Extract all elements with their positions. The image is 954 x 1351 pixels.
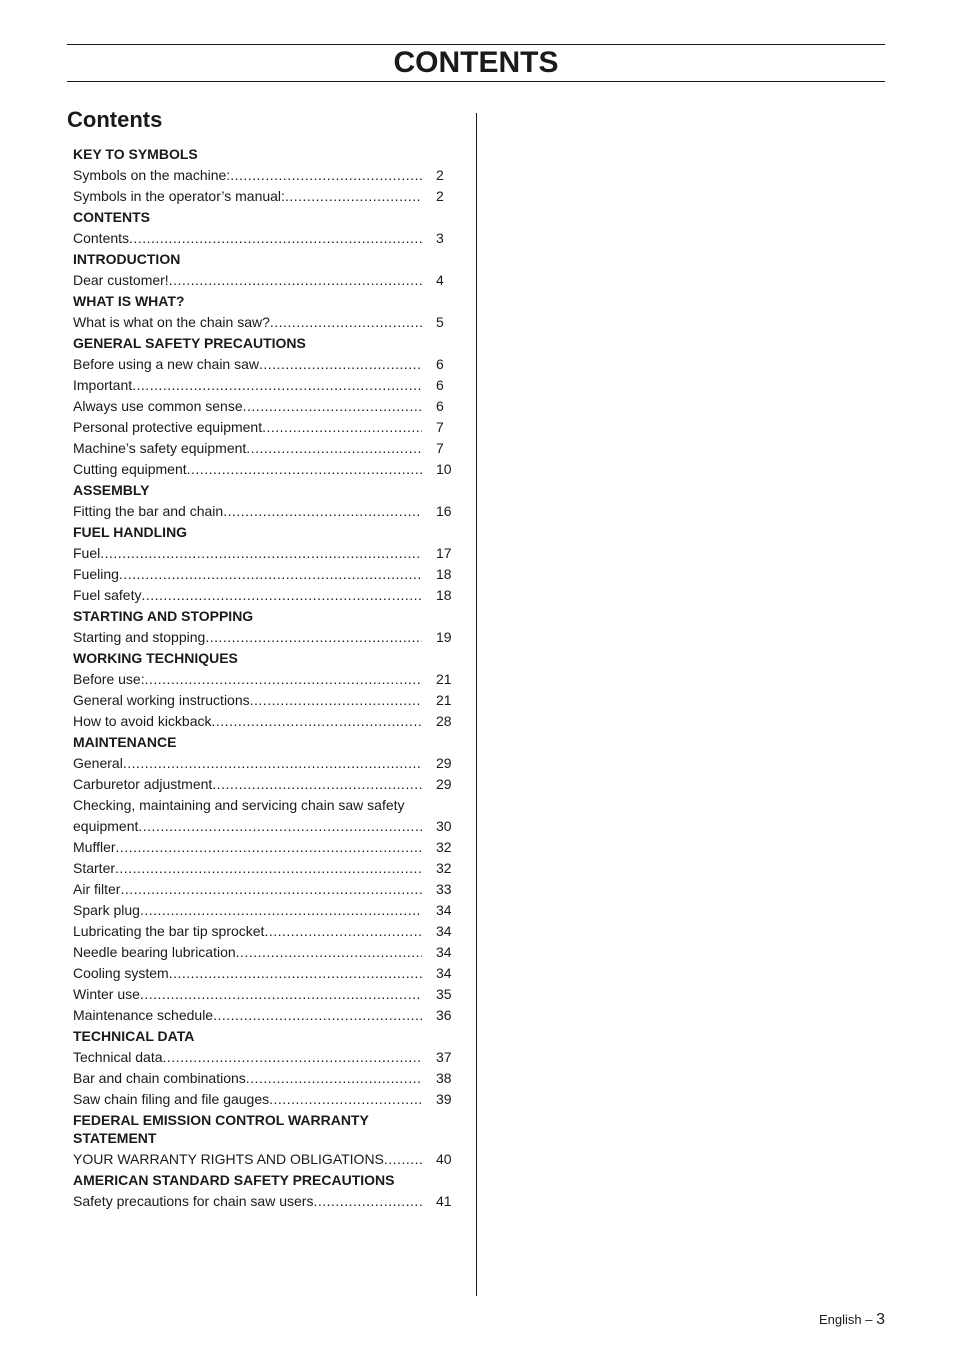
toc-entry [73,542,458,563]
toc-entry [73,164,458,185]
toc-entry [73,416,458,437]
toc-dot-leader [236,943,422,961]
toc-entry-page-number: 6 [436,397,444,414]
toc-entry [73,1190,458,1211]
toc-section [73,1169,458,1211]
toc-dot-leader [119,565,422,583]
toc-dot-leader [115,859,422,877]
toc-entry-page-number: 40 [436,1150,452,1167]
toc-dot-leader [269,1090,422,1108]
toc-entry-label: Important [73,376,133,393]
toc-entry-page-number: 38 [436,1069,452,1086]
toc-entry [73,962,458,983]
toc-entry [73,395,458,416]
toc-entry-page-number: 39 [436,1090,452,1107]
toc-entry-label: Cutting equipment [73,460,187,477]
toc-entry-label: Needle bearing lubrication [73,943,236,960]
toc-entry [73,899,458,920]
toc-entry-page-number: 2 [436,187,444,204]
toc-section-heading: TECHNICAL DATA [73,1027,195,1044]
toc-entry-page-number: 28 [436,712,452,729]
toc-entry-page-number: 6 [436,355,444,372]
toc-entry-label: General [73,754,123,771]
toc-section-heading: AMERICAN STANDARD SAFETY PRECAUTIONS [73,1171,395,1188]
toc-section-heading: KEY TO SYMBOLS [73,145,198,162]
toc-section-heading: WORKING TECHNIQUES [73,649,238,666]
toc-entry-label: Personal protective equipment [73,418,263,435]
toc-section-heading: GENERAL SAFETY PRECAUTIONS [73,334,306,351]
toc-dot-leader [163,1048,422,1066]
toc-entry [73,311,458,332]
toc-dot-leader [120,880,422,898]
toc-dot-leader [243,397,422,415]
toc-entry [73,857,458,878]
toc-entry-page-number: 4 [436,271,444,288]
toc-entry-label: Before use: [73,670,145,687]
toc-entry [73,1067,458,1088]
toc-entry [73,458,458,479]
toc-entry-page-number: 21 [436,670,452,687]
toc-entry-label: Machine’s safety equipment [73,439,247,456]
toc-dot-leader [187,460,422,478]
toc-entry [73,500,458,521]
toc-entry-label: equipment [73,817,139,834]
toc-entry-label: Fuel safety [73,586,142,603]
toc-dot-leader [264,922,422,940]
toc-entry-label: Symbols in the operator’s manual: [73,187,285,204]
toc-entry [73,437,458,458]
toc-section [73,206,458,248]
toc-section-heading: STARTING AND STOPPING [73,607,254,624]
toc-section [73,290,458,332]
toc-entry-label: Fuel [73,544,101,561]
toc-entry-label: General working instructions [73,691,250,708]
toc-dot-leader [285,187,422,205]
toc-dot-leader [145,670,422,688]
toc-entry-label: Checking, maintaining and servicing chain saw safety [73,796,405,813]
toc-section-heading: INTRODUCTION [73,250,181,267]
toc-entry-page-number: 34 [436,922,452,939]
toc-entry [73,668,458,689]
toc-entry [73,269,458,290]
toc-entry-label: YOUR WARRANTY RIGHTS AND OBLIGATIONS [73,1150,384,1167]
toc-entry [73,584,458,605]
footer-language: English [818,1312,862,1327]
toc-entry-label: Air filter [73,880,121,897]
toc-entry-label: Symbols on the machine: [73,166,231,183]
toc-entry-page-number: 6 [436,376,444,393]
toc-dot-leader [270,313,422,331]
column-divider [476,113,477,1296]
toc-entry-page-number: 34 [436,943,452,960]
toc-entry-label: How to avoid kickback [73,712,212,729]
toc-entry [73,710,458,731]
toc-entry-label: Carburetor adjustment [73,775,213,792]
toc-entry-page-number: 33 [436,880,452,897]
toc-dot-leader [213,1006,422,1024]
toc-entry [73,815,458,836]
toc-entry-label: Saw chain filing and file gauges [73,1090,270,1107]
toc-entry-label: Spark plug [73,901,140,918]
toc-entry-page-number: 32 [436,838,452,855]
toc-entry-page-number: 21 [436,691,452,708]
toc-entry-page-number: 16 [436,502,452,519]
toc-entry [73,983,458,1004]
toc-dot-leader [313,1192,422,1210]
toc-entry-page-number: 17 [436,544,452,561]
header-bottom-rule [67,81,885,82]
toc-entry [73,563,458,584]
toc-section-heading: WHAT IS WHAT? [73,292,185,309]
toc-entry-page-number: 7 [436,439,444,456]
toc-section [73,647,458,731]
toc-entry-label: Technical data [73,1048,163,1065]
toc-entry-label: Fitting the bar and chain [73,502,224,519]
toc-entry-label: Bar and chain combinations [73,1069,246,1086]
toc-entry [73,1046,458,1067]
toc-entry [73,1004,458,1025]
toc-dot-leader [140,985,422,1003]
toc-dot-leader [205,628,422,646]
toc-section-heading: CONTENTS [73,208,150,225]
toc-dot-leader [259,355,422,373]
toc-section [73,143,458,206]
toc-entry-page-number: 10 [436,460,452,477]
table-of-contents [73,143,458,1211]
toc-entry-page-number: 29 [436,775,452,792]
toc-entry-page-number: 41 [436,1192,452,1209]
toc-section [73,1025,458,1109]
toc-section [73,605,458,647]
toc-entry-label: What is what on the chain saw? [73,313,270,330]
toc-entry [73,185,458,206]
toc-entry [73,374,458,395]
toc-dot-leader [138,817,422,835]
toc-entry-page-number: 19 [436,628,452,645]
page-title: CONTENTS [393,46,559,79]
toc-entry-page-number: 36 [436,1006,452,1023]
toc-entry-page-number: 32 [436,859,452,876]
toc-dot-leader [123,754,422,772]
toc-dot-leader [212,712,422,730]
toc-section [73,479,458,521]
toc-dot-leader [250,691,422,709]
toc-entry-page-number: 3 [436,229,444,246]
toc-entry-page-number: 18 [436,565,452,582]
toc-section-heading: MAINTENANCE [73,733,177,750]
toc-section [73,332,458,479]
toc-entry-label: Before using a new chain saw [73,355,259,372]
toc-entry [73,1088,458,1109]
toc-entry [73,920,458,941]
toc-entry [73,878,458,899]
toc-entry-page-number: 5 [436,313,444,330]
toc-entry-page-number: 34 [436,964,452,981]
toc-entry-page-number: 34 [436,901,452,918]
toc-section [73,1109,458,1169]
toc-dot-leader [246,439,422,457]
toc-entry-label: Cooling system [73,964,169,981]
toc-entry-label: Maintenance schedule [73,1006,214,1023]
toc-dot-leader [169,271,422,289]
toc-entry-label: Dear customer! [73,271,169,288]
toc-entry [73,689,458,710]
toc-entry-first-line [73,794,458,815]
footer-separator: – [865,1312,873,1327]
toc-entry [73,353,458,374]
toc-entry-label: Contents [73,229,130,246]
toc-dot-leader [169,964,422,982]
toc-entry-page-number: 2 [436,166,444,183]
toc-entry [73,836,458,857]
toc-entry-label: Lubricating the bar tip sprocket [73,922,265,939]
toc-entry-page-number: 37 [436,1048,452,1065]
toc-dot-leader [262,418,422,436]
toc-section-heading: FUEL HANDLING [73,523,188,540]
toc-entry-page-number: 29 [436,754,452,771]
toc-entry-page-number: 30 [436,817,452,834]
toc-dot-leader [223,502,422,520]
toc-dot-leader [230,166,422,184]
toc-dot-leader [212,775,422,793]
toc-entry [73,626,458,647]
toc-dot-leader [116,838,422,856]
toc-dot-leader [141,586,422,604]
toc-entry-label: Fueling [73,565,119,582]
toc-section [73,521,458,605]
toc-entry-label: Winter use [73,985,140,1002]
footer-page-number: 3 [876,1311,885,1328]
section-title: Contents [67,107,163,132]
toc-section-heading: FEDERAL EMISSION CONTROL WARRANTY STATEMENT [73,1111,369,1146]
toc-entry-label: Muffler [73,838,116,855]
toc-entry-label: Always use common sense [73,397,243,414]
toc-entry [73,1148,458,1169]
toc-entry [73,773,458,794]
toc-entry-label: Starter [73,859,116,876]
toc-entry-page-number: 18 [436,586,452,603]
toc-section [73,731,458,1025]
toc-dot-leader [140,901,422,919]
toc-dot-leader [100,544,422,562]
toc-entry-label: Safety precautions for chain saw users [73,1192,314,1209]
page-footer [819,1310,885,1330]
toc-dot-leader [132,376,422,394]
toc-entry [73,752,458,773]
toc-dot-leader [384,1150,422,1168]
toc-entry-label: Starting and stopping [73,628,206,645]
toc-entry-page-number: 35 [436,985,452,1002]
toc-section [73,248,458,290]
toc-dot-leader [246,1069,422,1087]
toc-entry [73,941,458,962]
toc-entry [73,227,458,248]
toc-dot-leader [129,229,422,247]
toc-entry-page-number: 7 [436,418,444,435]
toc-section-heading: ASSEMBLY [73,481,150,498]
